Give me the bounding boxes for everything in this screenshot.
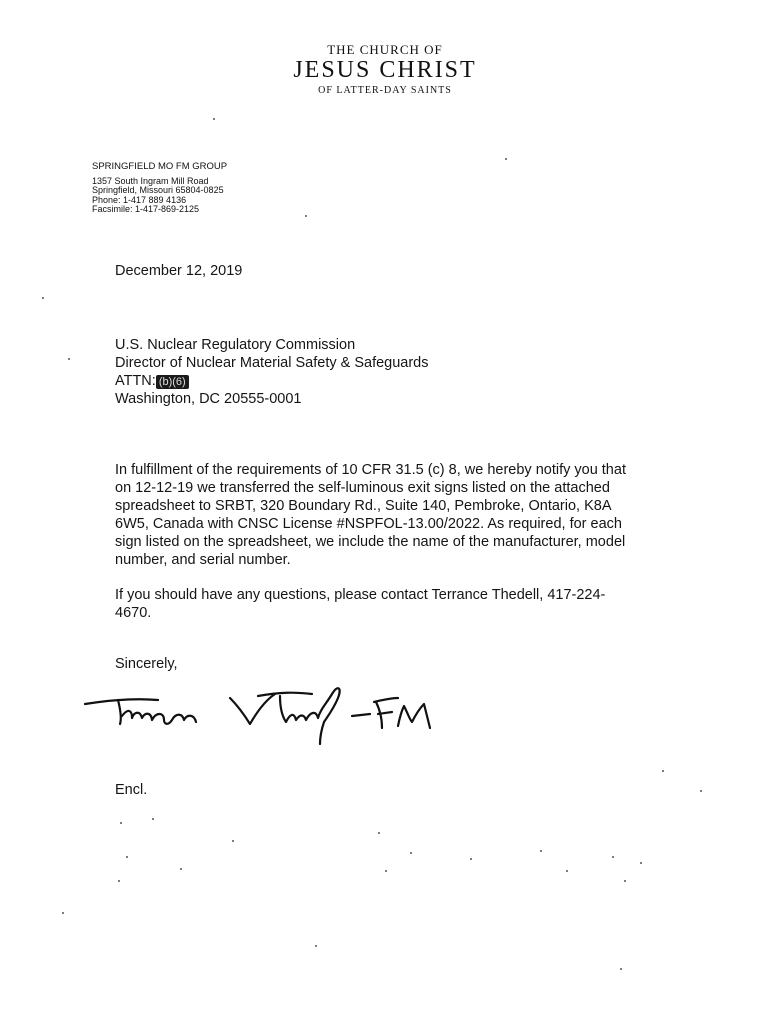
signature [80, 676, 440, 756]
redaction-box: (b)(6) [156, 375, 189, 389]
letterhead-title: JESUS CHRIST [293, 57, 477, 83]
recipient-line1: U.S. Nuclear Regulatory Commission [115, 337, 356, 353]
enclosure: Encl. [115, 782, 148, 798]
recipient-block [115, 336, 429, 408]
sender-phone: Phone: 1-417 889 4136 [92, 194, 187, 205]
recipient-line4: Washington, DC 20555-0001 [115, 391, 302, 407]
sender-fax: Facsimile: 1-417-869-2125 [92, 204, 200, 215]
paragraph-line: number, and serial number. [115, 552, 291, 568]
body-paragraph-1 [115, 461, 660, 569]
letterhead-line3: OF LATTER-DAY SAINTS [318, 85, 452, 96]
paragraph-line: If you should have any questions, please contact Terrance Thedell, 417-224- [115, 587, 606, 603]
paragraph-line: 4670. [115, 605, 152, 621]
letter-date: December 12, 2019 [115, 263, 243, 279]
body-paragraph-2 [115, 586, 660, 622]
sender-block [92, 162, 227, 215]
sender-city: Springfield, Missouri 65804-0825 [92, 185, 224, 196]
paragraph-line: In fulfillment of the requirements of 10 CFR 31.5 (c) 8, we hereby notify you that [115, 462, 626, 478]
sender-street: 1357 South Ingram Mill Road [92, 175, 209, 186]
paragraph-line: sign listed on the spreadsheet, we include the name of the manufacturer, model [115, 534, 626, 550]
paragraph-line: 6W5, Canada with CNSC License #NSPFOL-13.00/2022. As required, for each [115, 516, 622, 532]
sender-group: SPRINGFIELD MO FM GROUP [92, 161, 228, 172]
paragraph-line: spreadsheet to SRBT, 320 Boundary Rd., Suite 140, Pembroke, Ontario, K8A [115, 498, 612, 514]
letterhead-line1: THE CHURCH OF [327, 42, 443, 57]
paragraph-line: on 12-12-19 we transferred the self-luminous exit signs listed on the attached [115, 480, 610, 496]
closing: Sincerely, [115, 656, 178, 672]
recipient-line2: Director of Nuclear Material Safety & Safeguards [115, 355, 429, 371]
attn-label: ATTN: [115, 373, 156, 389]
recipient-attn [115, 372, 429, 390]
